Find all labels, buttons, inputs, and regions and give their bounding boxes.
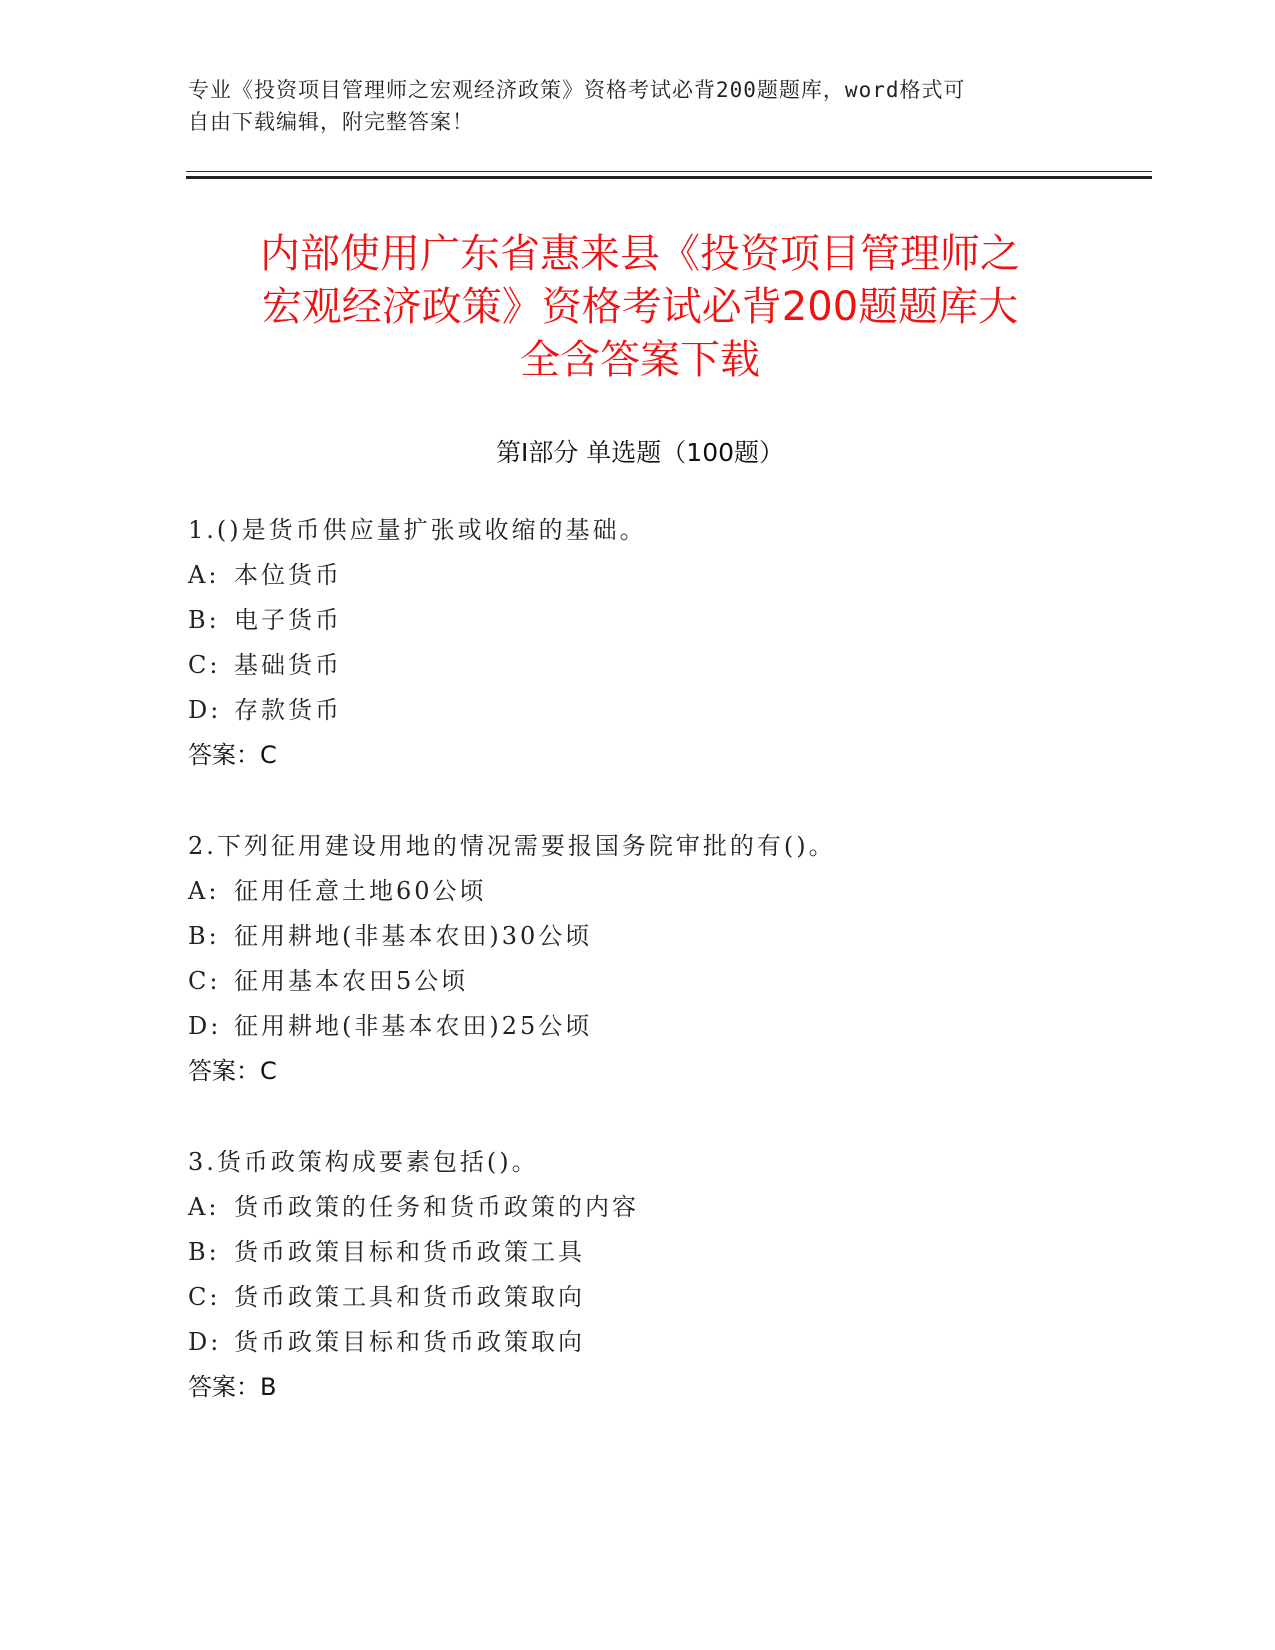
option-key: C: [188, 967, 221, 995]
option-text: 本位货币 [234, 561, 342, 589]
option-key: C: [188, 1283, 221, 1311]
option-key: D: [188, 1328, 222, 1356]
option-text: 电子货币 [234, 606, 342, 634]
document-title [160, 228, 1120, 387]
option-b [188, 1230, 1088, 1275]
document-title-line-1: 内部使用广东省惠来县《投资项目管理师之 [260, 231, 1020, 277]
option-text: 基础货币 [234, 651, 342, 679]
option-d [188, 688, 1088, 733]
header-note-line-2: 自由下载编辑，附完整答案！ [188, 110, 474, 134]
option-text: 货币政策的任务和货币政策的内容 [234, 1193, 639, 1221]
option-text: 存款货币 [234, 696, 342, 724]
option-d [188, 1320, 1088, 1365]
option-key: B: [188, 922, 220, 950]
option-c [188, 1275, 1088, 1320]
option-key: D: [188, 696, 222, 724]
option-c [188, 643, 1088, 688]
option-key: B: [188, 1238, 220, 1266]
option-key: A: [188, 561, 220, 589]
question-2 [188, 824, 1088, 1094]
option-text: 货币政策目标和货币政策工具 [234, 1238, 585, 1266]
document-title-line-2: 宏观经济政策》资格考试必背200题题库大 [261, 284, 1019, 330]
question-stem: 2.下列征用建设用地的情况需要报国务院审批的有()。 [188, 832, 836, 860]
header-divider-thin [186, 171, 1152, 172]
option-b [188, 914, 1088, 959]
question-stem: 3.货币政策构成要素包括()。 [188, 1148, 539, 1176]
option-a [188, 1185, 1088, 1230]
answer-label: 答案：B [188, 1373, 277, 1401]
option-d [188, 1004, 1088, 1049]
option-a [188, 869, 1088, 914]
option-key: A: [188, 1193, 220, 1221]
question-3 [188, 1140, 1088, 1410]
document-title-line-3: 全含答案下载 [520, 337, 760, 383]
option-a [188, 553, 1088, 598]
option-text: 征用耕地(非基本农田)30公顷 [234, 922, 593, 950]
option-text: 征用任意土地60公顷 [234, 877, 487, 905]
answer-label: 答案：C [188, 1057, 277, 1085]
option-key: B: [188, 606, 220, 634]
option-text: 货币政策工具和货币政策取向 [234, 1283, 585, 1311]
option-b [188, 598, 1088, 643]
answer-label: 答案：C [188, 741, 277, 769]
section-title: 第Ⅰ部分 单选题（100题） [495, 438, 785, 467]
question-1 [188, 508, 1088, 778]
option-c [188, 959, 1088, 1004]
header-note [188, 74, 1088, 138]
option-text: 征用基本农田5公顷 [234, 967, 469, 995]
header-divider-thick [186, 176, 1152, 179]
option-text: 征用耕地(非基本农田)25公顷 [234, 1012, 593, 1040]
option-key: A: [188, 877, 220, 905]
header-note-line-1: 专业《投资项目管理师之宏观经济政策》资格考试必背200题题库，word格式可 [188, 78, 966, 102]
option-text: 货币政策目标和货币政策取向 [234, 1328, 585, 1356]
option-key: D: [188, 1012, 222, 1040]
question-stem: 1.()是货币供应量扩张或收缩的基础。 [188, 516, 647, 544]
option-key: C: [188, 651, 221, 679]
